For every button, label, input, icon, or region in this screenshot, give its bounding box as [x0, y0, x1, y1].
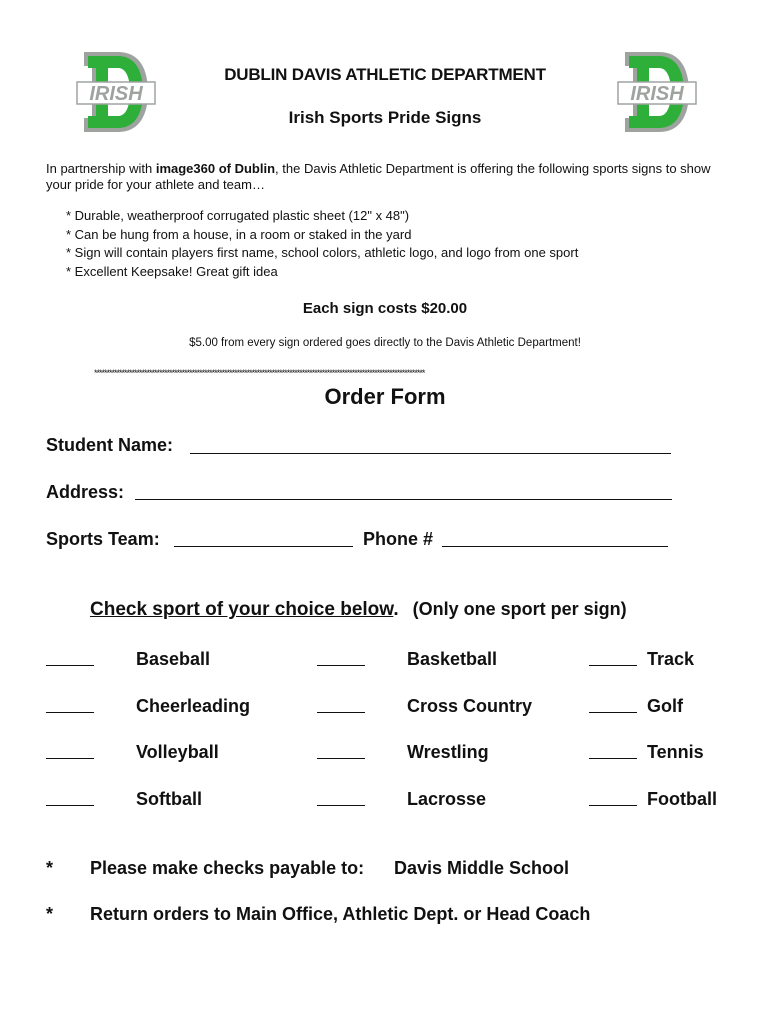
checkbox-lacrosse[interactable]	[317, 805, 365, 806]
return-instructions: Return orders to Main Office, Athletic Dept. or Head Coach	[90, 904, 591, 924]
sport-option: Cross Country	[407, 696, 533, 716]
checkbox-basketball[interactable]	[317, 665, 365, 666]
checkbox-cross-country[interactable]	[317, 712, 365, 713]
checkbox-cheerleading[interactable]	[46, 712, 94, 713]
list-item: * Can be hung from a house, in a room or staked in the yard	[66, 226, 578, 245]
sport-option: Cheerleading	[136, 696, 251, 716]
department-title: DUBLIN DAVIS ATHLETIC DEPARTMENT	[224, 65, 546, 84]
checkbox-baseball[interactable]	[46, 665, 94, 666]
list-item: * Excellent Keepsake! Great gift idea	[66, 263, 578, 282]
sports-team-label: Sports Team:	[46, 529, 160, 549]
partner-name: image360 of Dublin	[155, 161, 276, 176]
phone-field[interactable]	[442, 546, 668, 547]
sport-option: Volleyball	[136, 742, 219, 762]
checkbox-football[interactable]	[589, 805, 637, 806]
sign-price: Each sign costs $20.00	[302, 300, 468, 317]
feature-list	[66, 207, 578, 281]
checkbox-softball[interactable]	[46, 805, 94, 806]
payable-label: Please make checks payable to:	[90, 858, 365, 878]
sport-option: Wrestling	[407, 742, 489, 762]
phone-label: Phone #	[363, 529, 434, 549]
svg-text:IRISH: IRISH	[89, 83, 143, 105]
sport-option: Basketball	[407, 649, 498, 669]
intro-paragraph	[46, 161, 736, 193]
svg-text:IRISH: IRISH	[630, 83, 684, 105]
donation-note: $5.00 from every sign ordered goes directly to the Davis Athletic Department!	[189, 337, 581, 349]
checkbox-volleyball[interactable]	[46, 758, 94, 759]
checkbox-wrestling[interactable]	[317, 758, 365, 759]
payable-to: Davis Middle School	[394, 858, 570, 878]
sport-option: Lacrosse	[407, 789, 487, 809]
list-item: * Durable, weatherproof corrugated plastic sheet (12" x 48")	[66, 207, 578, 226]
checkbox-tennis[interactable]	[589, 758, 637, 759]
student-name-label: Student Name:	[46, 435, 174, 455]
list-item: * Sign will contain players first name, school colors, athletic logo, and logo from one sport	[66, 244, 578, 263]
checkbox-golf[interactable]	[589, 712, 637, 713]
order-form-title: Order Form	[324, 384, 446, 409]
sport-option: Softball	[136, 789, 202, 809]
note-bullet: *	[46, 904, 54, 924]
address-label: Address:	[46, 482, 125, 502]
intro-prefix: In partnership with	[46, 161, 156, 176]
sport-option: Track	[647, 649, 695, 669]
sport-heading-period: .	[393, 599, 399, 620]
note-bullet: *	[46, 858, 54, 878]
sport-option: Baseball	[136, 649, 211, 669]
separator: ************************************************************************************************************************************	[94, 368, 425, 378]
sport-heading-text: Check sport of your choice below	[90, 599, 394, 620]
sport-choice-heading	[90, 599, 627, 621]
intro-suffix: , the Davis Athletic Department is offering the following sports signs to show your pride for your athlete and team…	[46, 161, 711, 192]
sport-choice-note: (Only one sport per sign)	[412, 599, 627, 619]
page-subtitle: Irish Sports Pride Signs	[288, 108, 482, 127]
sport-option: Tennis	[647, 742, 704, 762]
sport-option: Football	[647, 789, 717, 809]
student-name-field[interactable]	[190, 453, 671, 454]
sports-team-field[interactable]	[174, 546, 353, 547]
sport-option: Golf	[647, 696, 683, 716]
address-field[interactable]	[135, 499, 672, 500]
checkbox-track[interactable]	[589, 665, 637, 666]
